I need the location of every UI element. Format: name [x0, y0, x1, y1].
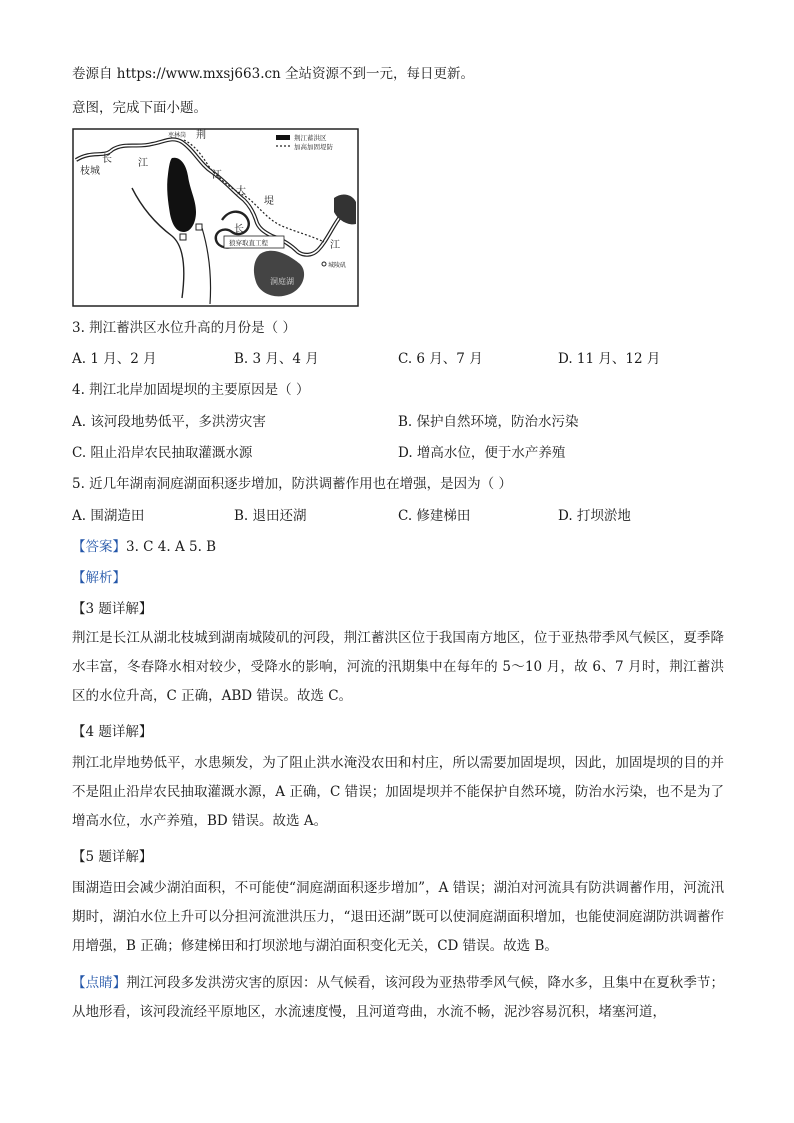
question-3-option-c[interactable]: C. 6 月、7 月 [398, 351, 483, 367]
label-chang-1: 长 [102, 154, 112, 165]
label-zaolinggang: 枣林岗 [168, 132, 187, 139]
header-line: 卷源自 https://www.mxsj663.cn 全站资源不到一元，每日更新。 [72, 66, 475, 82]
question-4-option-d[interactable]: D. 增高水位，便于水产养殖 [398, 445, 566, 461]
question-4-option-b[interactable]: B. 保护自然环境，防治水污染 [398, 414, 579, 430]
label-chang-2: 长 [234, 224, 244, 235]
answer-tag: 【答案】 [72, 539, 126, 555]
answer-text: 3. C 4. A 5. B [126, 539, 217, 555]
question-5-option-c[interactable]: C. 修建梯田 [398, 508, 471, 524]
label-jiang-2: 江 [212, 170, 222, 181]
question-4-stem: 4. 荆江北岸加固堤坝的主要原因是（ ） [72, 382, 310, 398]
label-da: 大 [236, 186, 246, 197]
sluice-gate-1 [180, 234, 186, 240]
legend-storage-label: 荆江蓄洪区 [294, 134, 327, 142]
tip-body: 荆江河段多发洪涝灾害的原因：从气候看，该河段为亚热带季风气候，降水多，且集中在夏秋季节；从地形看，该河段流经平原地区，水流速度慢，且河道弯曲，水流不畅，泥沙容易沉积，堵塞河道， [72, 975, 725, 1020]
answer-line [72, 537, 216, 557]
label-project: 狼穿取直工程 [229, 239, 268, 247]
question-3-stem: 3. 荆江蓄洪区水位升高的月份是（ ） [72, 320, 296, 336]
question-5-option-a[interactable]: A. 围湖造田 [72, 508, 145, 524]
question-3-option-d[interactable]: D. 11 月、12 月 [558, 351, 661, 367]
question-3-option-b[interactable]: B. 3 月、4 月 [234, 351, 319, 367]
label-zhicheng: 枝城 [80, 166, 100, 177]
question-5-option-b[interactable]: B. 退田还湖 [234, 508, 307, 524]
sluice-gate-2 [196, 224, 202, 230]
q5-title: 【5 题详解】 [72, 849, 153, 865]
q4-title: 【4 题详解】 [72, 724, 153, 740]
question-3-option-a[interactable]: A. 1 月、2 月 [72, 351, 157, 367]
question-5-option-d[interactable]: D. 打坝淤地 [558, 508, 631, 524]
intro-text: 意图，完成下面小题。 [72, 100, 207, 116]
tip-paragraph [72, 969, 724, 1027]
label-jing: 荆 [196, 130, 206, 141]
question-5-stem: 5. 近几年湖南洞庭湖面积逐步增加，防洪调蓄作用也在增强，是因为（ ） [72, 476, 512, 492]
label-jiang-3: 江 [330, 240, 340, 251]
chenglingji-marker [322, 262, 326, 266]
label-jiang-1: 江 [138, 158, 148, 169]
q3-body: 荆江是长江从湖北枝城到湖南城陵矶的河段，荆江蓄洪区位于我国南方地区，位于亚热带季风气候区，夏季降水丰富，冬春降水相对较少，受降水的影响，河流的汛期集中在每年的 5～10 月，故 6、7 月时，荆江蓄洪区的水位升高，C 正确，ABD 错误。故选 C。 [72, 630, 724, 704]
analysis-tag: 【解析】 [72, 570, 126, 586]
label-dongting-lake: 洞庭湖 [270, 277, 294, 286]
q5-body: 围湖造田会减少湖泊面积，不可能使“洞庭湖面积逐步增加”，A 错误；湖泊对河流具有防洪调蓄作用，河流汛期时，湖泊水位上升可以分担河流泄洪压力，“退田还湖”既可以使洞庭湖面积增加，也能使洞庭湖防洪调蓄作用增强，B 正确；修建梯田和打坝淤地与湖泊面积变化无关，CD 错误。故选 B。 [72, 880, 724, 954]
legend-dike-label: 加高加固堤防 [294, 143, 333, 151]
jingjiang-map [72, 128, 359, 307]
q3-title: 【3 题详解】 [72, 601, 153, 617]
tip-tag: 【点睛】 [72, 975, 127, 991]
legend-swatch-storage [276, 135, 290, 140]
label-chenglingji: 城陵矶 [328, 262, 347, 269]
label-ti: 堤 [264, 196, 274, 207]
q4-body: 荆江北岸地势低平，水患频发，为了阻止洪水淹没农田和村庄，所以需要加固堤坝，因此，加固堤坝的目的并不是阻止沿岸农民抽取灌溉水源，A 正确，C 错误；加固堤坝并不能保护自然环境，防治水污染，也不是为了增高水位，水产养殖，BD 错误。故选 A。 [72, 755, 724, 829]
map-frame [73, 129, 358, 306]
question-4-option-c[interactable]: C. 阻止沿岸农民抽取灌溉水源 [72, 445, 253, 461]
question-4-option-a[interactable]: A. 该河段地势低平，多洪涝灾害 [72, 414, 266, 430]
